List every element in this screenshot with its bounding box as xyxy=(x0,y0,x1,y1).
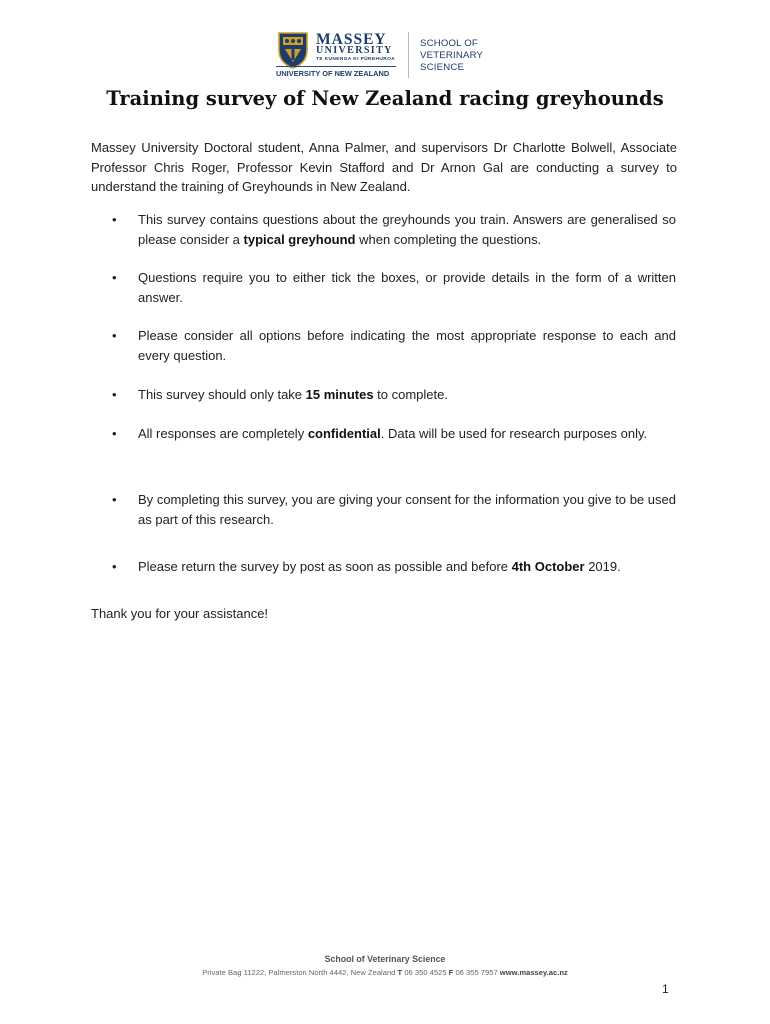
list-item-text: All responses are completely confidential. Data will be used for research purposes only. xyxy=(138,426,648,441)
footer-t-label: T xyxy=(397,968,403,977)
bullet-icon: • xyxy=(112,328,117,343)
list-item-text: This survey contains questions about the greyhounds you train. Answers are generalised so please consider a typical greyhound when completing the questions. xyxy=(138,212,676,247)
list-item-text: Please consider all options before indicating the most appropriate response to each and every question. xyxy=(138,328,676,363)
footer-f-label: F xyxy=(448,968,454,977)
logo-rule xyxy=(276,66,396,67)
document-title: Training survey of New Zealand racing greyhounds xyxy=(106,87,664,110)
bullet-icon: • xyxy=(112,270,117,285)
footer-phone: 06 350 4525 xyxy=(404,968,447,977)
list-item-text: Questions require you to either tick the boxes, or provide details in the form of a written answer. xyxy=(138,270,676,305)
bullet-icon: • xyxy=(112,426,117,441)
list-item-text: This survey should only take 15 minutes to complete. xyxy=(138,387,448,402)
massey-logo xyxy=(276,28,506,82)
school-line-1: SCHOOL OF xyxy=(420,38,478,49)
bullet-icon: • xyxy=(112,559,117,574)
logo-uni-nz-text: UNIVERSITY OF NEW ZEALAND xyxy=(276,69,390,78)
footer-fax: 06 355 7957 xyxy=(455,968,498,977)
list-item-text: By completing this survey, you are giving your consent for the information you give to be used as part of this research. xyxy=(138,492,676,527)
bullet-icon: • xyxy=(112,212,117,227)
bullet-icon: • xyxy=(112,387,117,402)
closing-text: Thank you for your assistance! xyxy=(91,606,269,621)
logo-maori-text: TE KUNENGA KI PŪREHUROA xyxy=(316,57,396,62)
logo-school-text xyxy=(420,38,510,74)
logo-university-text: UNIVERSITY xyxy=(316,45,393,56)
footer-address: Private Bag 11222, Palmerston North 4442, New Zealand xyxy=(202,968,396,977)
footer-website-link[interactable]: www.massey.ac.nz xyxy=(499,968,568,977)
page-number: 1 xyxy=(662,982,669,996)
logo-massey-text: MASSEY xyxy=(316,31,387,48)
school-line-3: SCIENCE xyxy=(420,62,465,73)
list-item-text: Please return the survey by post as soon as possible and before 4th October 2019. xyxy=(138,559,621,574)
bullet-icon: • xyxy=(112,492,117,507)
school-line-2: VETERINARY xyxy=(420,50,484,61)
crest-icon xyxy=(276,30,310,70)
intro-paragraph: Massey University Doctoral student, Anna Palmer, and supervisors Dr Charlotte Bolwell, Associate Professor Chris Roger, Professor Kevin Stafford and Dr Arnon Gal are conducting a survey to understand the training of Greyhounds in New Zealand. xyxy=(91,140,677,194)
footer-school: School of Veterinary Science xyxy=(324,954,446,964)
logo-divider xyxy=(408,32,409,78)
footer-contact xyxy=(0,968,770,977)
